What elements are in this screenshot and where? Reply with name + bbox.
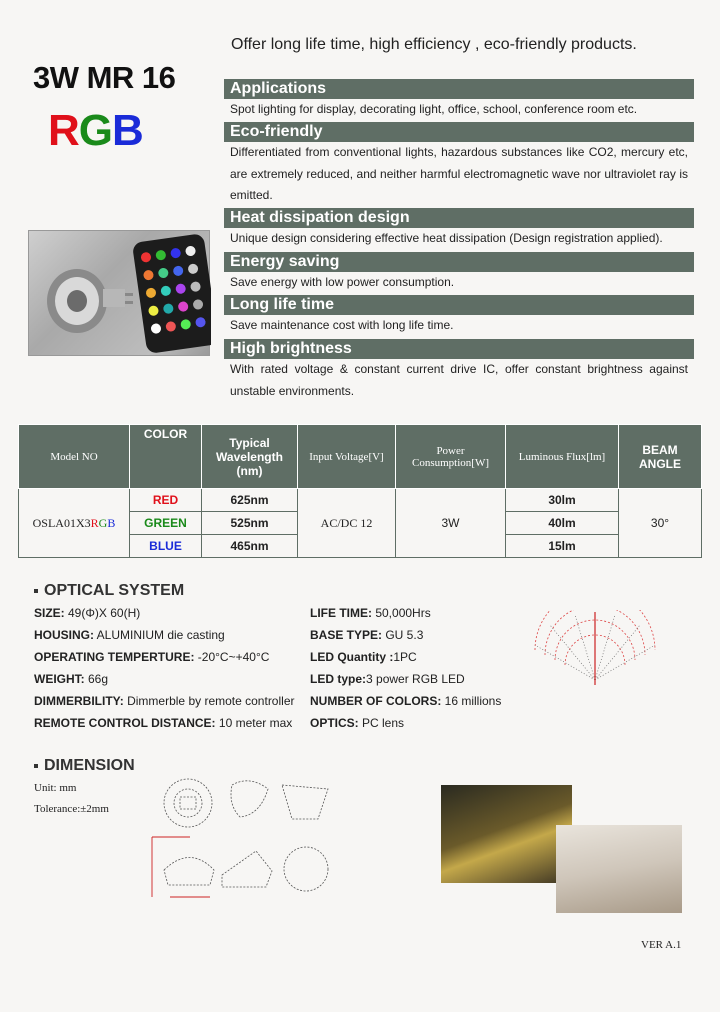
section-text-0: Spot lighting for display, decorating light, office, school, conference room etc. [230,102,638,116]
spec-value: 3 power RGB LED [366,672,465,686]
wavelength-cell: 465nm [202,535,298,558]
spec-value: 10 meter max [215,716,293,730]
bullet-square [34,589,38,593]
spec-line [310,606,431,620]
flux-cell: 40lm [506,512,619,535]
flux-cell: 15lm [506,535,619,558]
spec-line [310,694,501,708]
flux-cell: 30lm [506,489,619,512]
color-cell: RED [130,489,202,512]
spec-label: OPTICS: [310,716,359,730]
tagline: Offer long life time, high efficiency , eco-friendly products. [231,36,637,53]
spec-line [310,628,423,642]
voltage-cell: AC/DC 12 [298,489,396,558]
beam-pattern-diagram [530,610,660,690]
spec-value: 1PC [393,650,417,664]
spec-line [310,672,465,686]
spec-label: SIZE: [34,606,65,620]
product-title: 3W MR 16 [33,60,176,95]
product-photo [28,230,210,356]
power-cell: 3W [396,489,506,558]
spec-label: HOUSING: [34,628,94,642]
spec-value: 50,000Hrs [372,606,431,620]
version-label: VER A.1 [641,939,682,951]
spec-line [310,650,417,664]
section-title-0: Applications [224,79,694,99]
model-cell [19,489,130,558]
header-color: COLOR [130,425,202,489]
spec-label: LED type: [310,672,367,686]
spec-value: PC lens [358,716,405,730]
section-title-4: Long life time [224,295,694,315]
spec-label: WEIGHT: [34,672,85,686]
header-beam: BEAM ANGLE [619,425,702,489]
unit-text: Unit: mm [34,782,77,794]
section-text-5: With rated voltage & constant current drive IC, offer constant brightness against unstable environments. [230,362,688,398]
spec-label: DIMMERBILITY: [34,694,124,708]
header-wavelength: Typical Wavelength (nm) [202,425,298,489]
dimension-heading-text: DIMENSION [44,757,135,774]
model-suffix-b: B [107,515,116,530]
model-suffix-g: G [98,515,108,530]
section-text-4: Save maintenance cost with long life time. [230,318,454,332]
bulb-remote-illustration [29,231,211,357]
dimension-drawings [150,775,340,905]
spec-value: ALUMINIUM die casting [94,628,225,642]
spec-value: 49(Φ)X 60(H) [64,606,141,620]
spec-line [310,716,404,730]
header-model: Model NO [19,425,130,489]
optical-heading-text: OPTICAL SYSTEM [44,582,185,599]
optical-system-heading [34,582,184,600]
section-title-3: Energy saving [224,252,694,272]
spec-line [34,606,140,620]
wavelength-cell: 625nm [202,489,298,512]
section-title-5: High brightness [224,339,694,359]
application-photo-ceiling [556,825,682,913]
spec-line [34,694,294,708]
spec-line [34,716,292,730]
section-title-2: Heat dissipation design [224,208,694,228]
application-photo-restaurant [441,785,572,883]
spec-label: LIFE TIME: [310,606,372,620]
section-text-2: Unique design considering effective heat dissipation (Design registration applied). [230,231,663,245]
spec-line [34,650,269,664]
spec-line [34,672,108,686]
rgb-logo [48,106,143,156]
bullet-square [34,764,38,768]
section-title-1: Eco-friendly [224,122,694,142]
wavelength-cell: 525nm [202,512,298,535]
spec-table [18,424,702,558]
spec-value: GU 5.3 [382,628,424,642]
header-power: Power Consumption[W] [396,425,506,489]
spec-line [34,628,225,642]
color-cell: GREEN [130,512,202,535]
rgb-letter-r: R [48,106,79,155]
rgb-letter-b: B [112,106,143,155]
model-suffix-r: R [90,515,99,530]
spec-value: -20°C~+40°C [194,650,270,664]
spec-value: Dimmerble by remote controller [123,694,295,708]
rgb-letter-g: G [78,106,113,155]
tolerance-text: Tolerance:±2mm [34,803,109,815]
header-flux: Luminous Flux[lm] [506,425,619,489]
spec-label: LED Quantity : [310,650,394,664]
spec-label: NUMBER OF COLORS: [310,694,442,708]
header-voltage: Input Voltage[V] [298,425,396,489]
spec-label: REMOTE CONTROL DISTANCE: [34,716,216,730]
spec-label: BASE TYPE: [310,628,383,642]
spec-value: 16 millions [441,694,502,708]
spec-label: OPERATING TEMPERTURE: [34,650,195,664]
beam-cell: 30° [619,489,702,558]
spec-value: 66g [84,672,109,686]
color-cell: BLUE [130,535,202,558]
section-text-1: Differentiated from conventional lights, hazardous substances like CO2, mercury etc, are extremely reduced, and neither harmful electromagnetic wave nor ultraviolet ray is emitted. [230,145,688,203]
section-text-3: Save energy with low power consumption. [230,275,455,289]
dimension-heading [34,757,135,775]
model-prefix: OSLA01X3 [32,515,91,530]
